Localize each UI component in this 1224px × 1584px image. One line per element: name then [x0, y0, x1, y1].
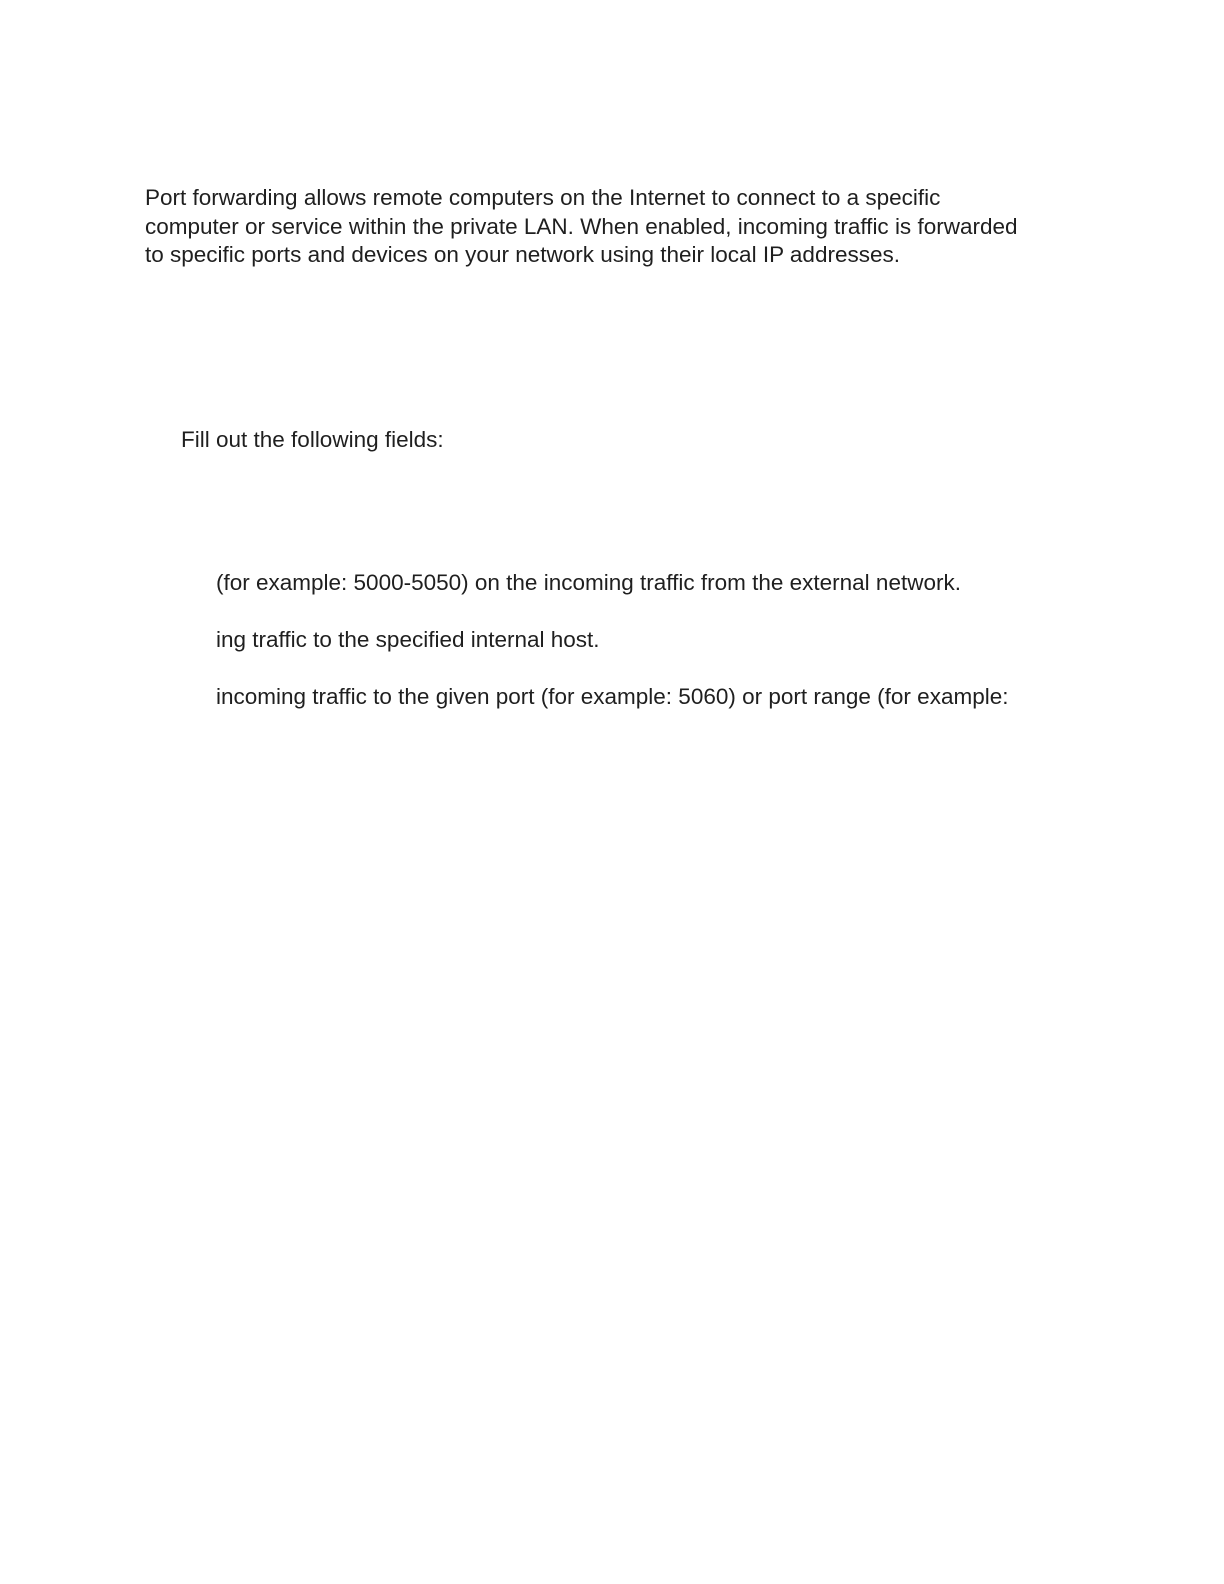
fill-out-heading: Fill out the following fields: — [181, 427, 444, 452]
field-description-line: incoming traffic to the given port (for example: 5060) or port range (for example: — [216, 684, 1009, 709]
intro-paragraph — [145, 184, 1085, 270]
intro-line: computer or service within the private LAN. When enabled, incoming traffic is forwarded — [145, 213, 1018, 239]
intro-line: Port forwarding allows remote computers on the Internet to connect to a specific — [145, 185, 941, 210]
field-description-line: ing traffic to the specified internal host. — [216, 627, 600, 652]
field-description-line: (for example: 5000-5050) on the incoming traffic from the external network. — [216, 570, 961, 595]
intro-line: to specific ports and devices on your network using their local IP addresses. — [145, 242, 900, 267]
